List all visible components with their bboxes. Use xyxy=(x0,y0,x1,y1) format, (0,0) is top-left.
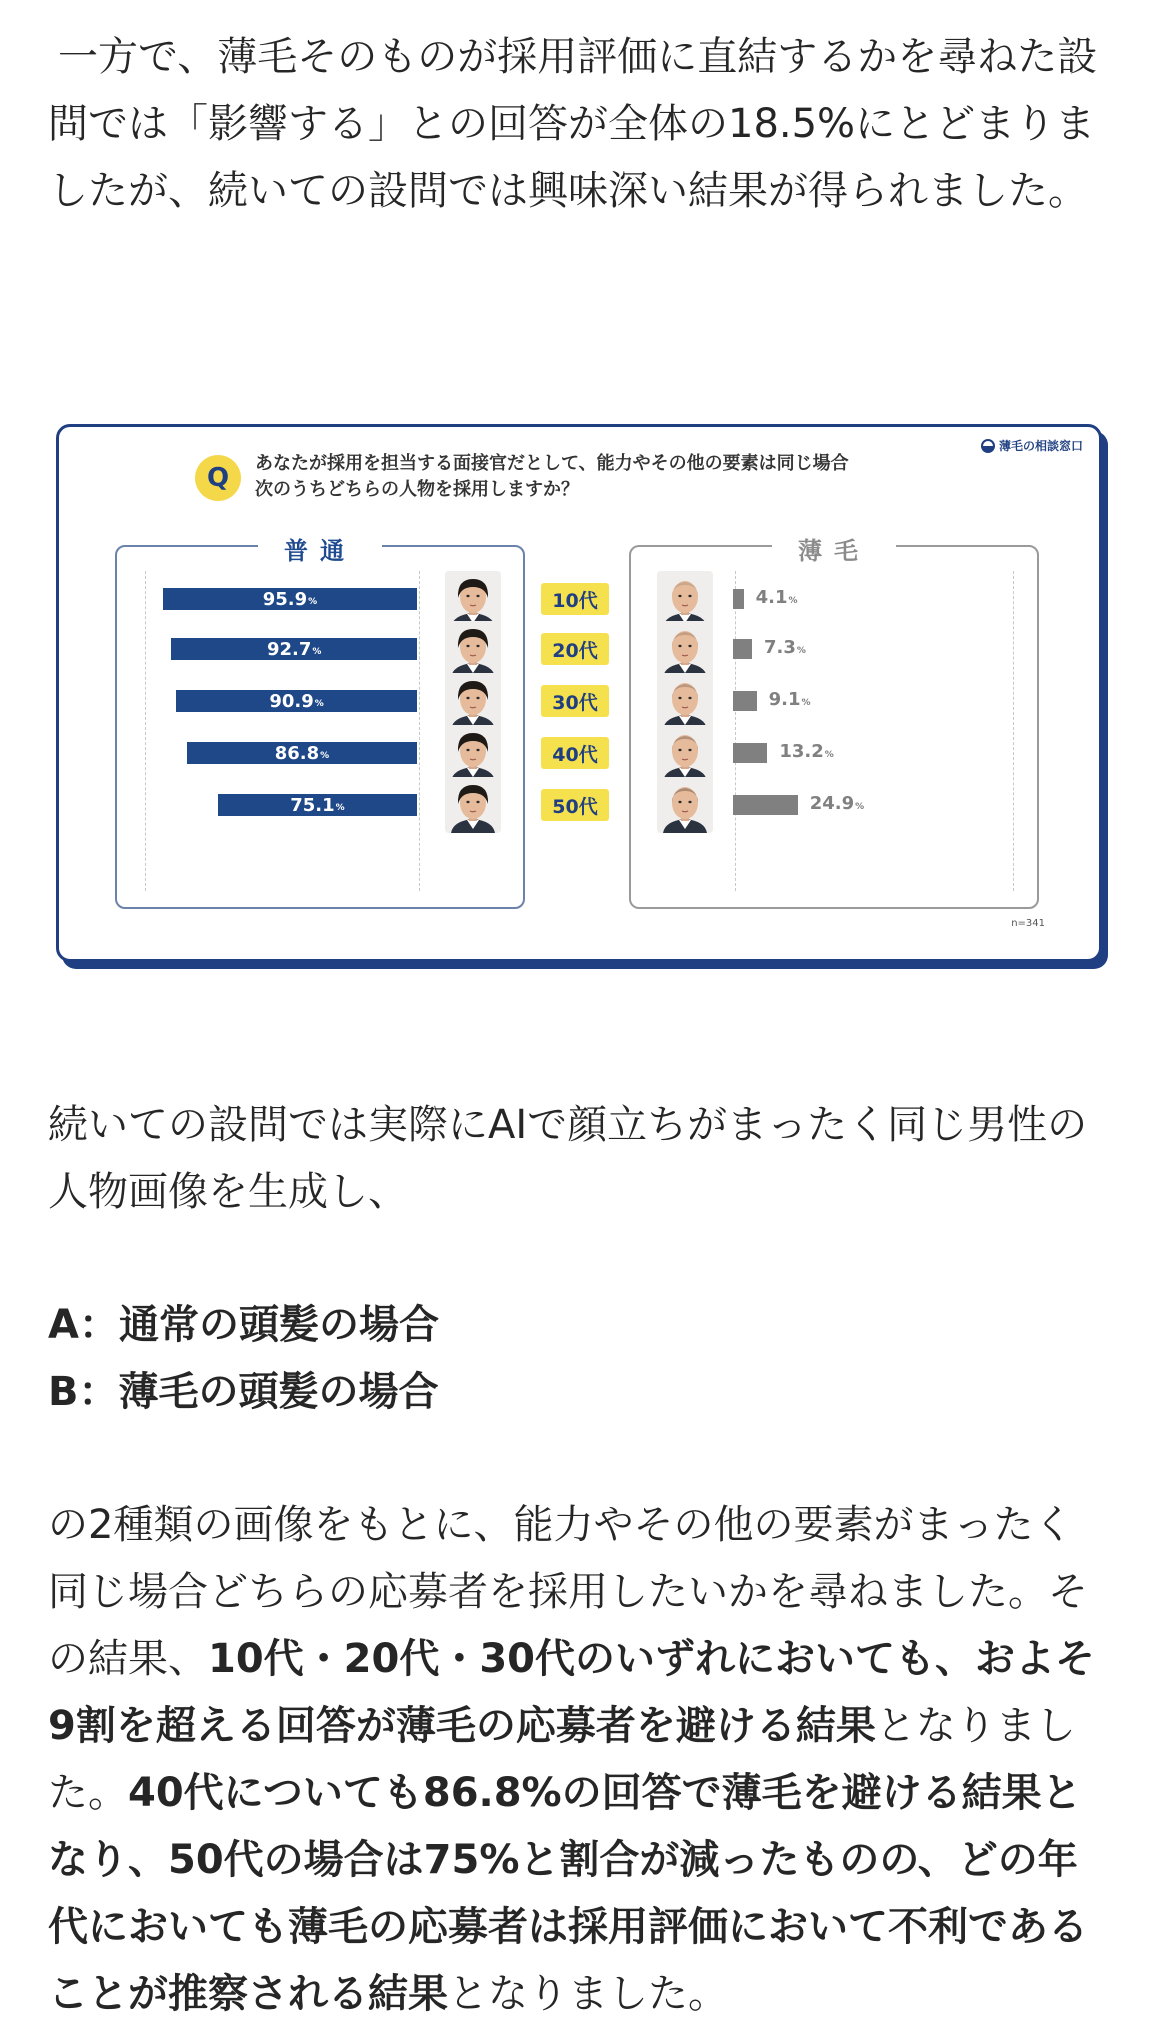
age-group-badge: 50代 xyxy=(541,789,609,821)
normal-value-label: 86.8 xyxy=(274,742,320,764)
normal-bar xyxy=(163,588,417,610)
percent-sign: % xyxy=(312,647,322,657)
normal-value-label: 92.7 xyxy=(266,638,312,660)
thin-value-number: 24.9 xyxy=(809,793,855,814)
percent-sign: % xyxy=(320,751,330,761)
question-line-2: 次のうちどちらの人物を採用しますか？ xyxy=(255,479,579,500)
thin-hair-face-image xyxy=(657,673,713,729)
age-group-badge: 20代 xyxy=(541,633,609,665)
thin-value-label xyxy=(756,587,798,608)
percent-sign: % xyxy=(796,646,806,656)
normal-bar xyxy=(218,794,417,816)
age-group-badge: 40代 xyxy=(541,737,609,769)
question-line-1: あなたが採用を担当する面接官だとして、能力やその他の要素は同じ場合 xyxy=(255,453,849,474)
thin-value-number: 13.2 xyxy=(779,741,824,762)
normal-hair-face-image xyxy=(445,621,501,677)
percent-sign: % xyxy=(314,699,324,709)
emphasis-text: 40代についても86.8%の回答で薄毛を避ける結果となり、50代の場合は75%と割合が減ったものの、どの年代においても薄毛の応募者は採用評価において不利であることが推察される結果 xyxy=(48,1770,1088,2017)
body-paragraph: 続いての設問では実際にAIで顔立ちがまったく同じ男性の人物画像を生成し、 xyxy=(48,1102,1088,1215)
grid-line xyxy=(145,571,146,891)
result-paragraph: の2種類の画像をもとに、能力やその他の要素がまったく同じ場合どちらの応募者を採用したいかを尋ねました。その結果、10代・20代・30代のいずれにおいても、およそ9割を超える回答が薄毛の応募者を避ける結果となりました。40代についても86.8%の回答で薄毛を避ける結果となり、50代の場合は75%と割合が減ったものの、どの年代においても薄毛の応募者は採用評価において不利であることが推察される結果となりました。 xyxy=(48,1502,1095,2017)
normal-panel-title: 普通 xyxy=(258,531,382,566)
emphasis-text: 10代・20代・30代のいずれにおいても、およそ9割を超える回答が薄毛の応募者を避ける結果 xyxy=(48,1636,1095,1749)
normal-hair-face-image xyxy=(445,673,501,729)
normal-hair-face-image xyxy=(445,571,501,627)
option-b: B：薄毛の頭髪の場合 xyxy=(48,1369,439,1415)
thin-hair-face-image xyxy=(657,725,713,781)
normal-value-label: 90.9 xyxy=(269,690,314,712)
thin-value-label xyxy=(810,793,864,814)
thin-panel-title: 薄毛 xyxy=(772,531,896,566)
percent-sign: % xyxy=(788,596,798,606)
normal-bar xyxy=(187,742,417,764)
normal-hair-face-image xyxy=(445,725,501,781)
options-list xyxy=(48,1292,1108,1426)
thin-hair-face-image xyxy=(657,571,713,627)
thin-bar xyxy=(733,589,744,609)
thin-value-label xyxy=(779,741,833,762)
normal-hair-face-image xyxy=(445,777,501,833)
thin-hair-face-image xyxy=(657,621,713,677)
normal-value-label: 95.9 xyxy=(262,588,308,610)
percent-sign: % xyxy=(855,802,865,812)
thin-value-number: 4.1 xyxy=(755,587,788,608)
thin-bar xyxy=(733,743,767,763)
thin-bar xyxy=(733,795,798,815)
survey-infographic xyxy=(56,424,1102,962)
thin-value-number: 9.1 xyxy=(768,689,801,710)
thin-value-label xyxy=(769,689,811,710)
thin-bar xyxy=(733,639,752,659)
logo-mark-icon xyxy=(981,439,995,453)
normal-value-label: 75.1 xyxy=(290,794,335,816)
age-group-badge: 10代 xyxy=(541,583,609,615)
sample-size-label: n=341 xyxy=(1011,918,1045,929)
percent-sign: % xyxy=(801,698,811,708)
percent-sign: % xyxy=(335,803,345,813)
normal-bar xyxy=(176,690,417,712)
thin-value-number: 7.3 xyxy=(763,637,796,658)
intro-paragraph: 一方で、薄毛そのものが採用評価に直結するかを尋ねた設問では「影響する」との回答が全体の18.5%にとどまりましたが、続いての設問では興味深い結果が得られました。 xyxy=(48,34,1098,214)
option-a: A：通常の頭髪の場合 xyxy=(48,1302,439,1348)
thin-bar xyxy=(733,691,757,711)
grid-line xyxy=(419,571,420,891)
normal-bar xyxy=(171,638,417,660)
grid-line xyxy=(1013,571,1014,891)
grid-line xyxy=(735,571,736,891)
percent-sign: % xyxy=(824,750,834,760)
thin-value-label xyxy=(764,637,806,658)
question-badge: Q xyxy=(195,455,241,501)
age-group-badge: 30代 xyxy=(541,685,609,717)
brand-logo: 薄毛の相談窓口 xyxy=(981,437,1083,454)
percent-sign: % xyxy=(308,597,318,607)
thin-hair-face-image xyxy=(657,777,713,833)
question-text xyxy=(255,451,849,503)
